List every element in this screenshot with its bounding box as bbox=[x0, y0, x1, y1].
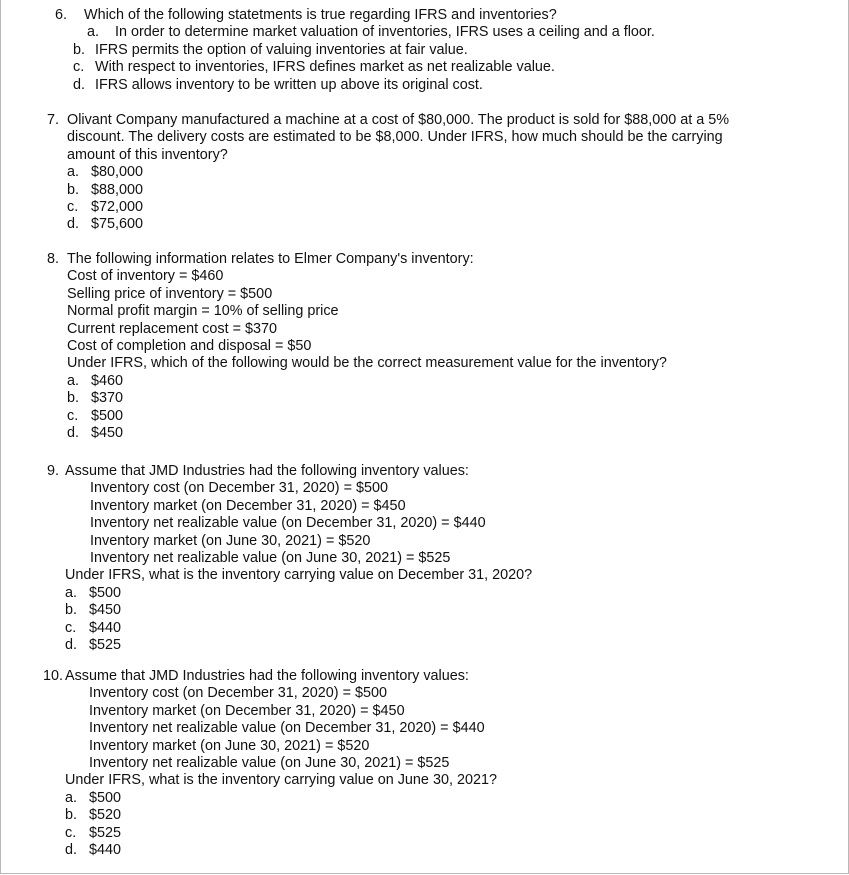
option-letter: d. bbox=[73, 76, 86, 93]
option-text: $525 bbox=[89, 824, 122, 841]
detail-line: Cost of completion and disposal = $50 bbox=[67, 338, 312, 355]
option-a bbox=[0, 373, 849, 390]
option-letter: d. bbox=[65, 842, 78, 859]
option-a bbox=[0, 585, 849, 602]
question-prompt: Under IFRS, what is the inventory carrying value on December 31, 2020? bbox=[65, 567, 533, 584]
question-stem: Olivant Company manufactured a machine at a cost of $80,000. The product is sold for $88,000 at a 5% bbox=[67, 112, 730, 128]
option-text: $440 bbox=[89, 619, 122, 636]
option-text: $520 bbox=[89, 807, 122, 824]
option-d bbox=[0, 216, 849, 233]
option-letter: b. bbox=[65, 807, 78, 824]
option-d bbox=[0, 77, 849, 94]
question-stem: discount. The delivery costs are estimated to be $8,000. Under IFRS, how much should be the carrying bbox=[67, 129, 723, 146]
option-letter: c. bbox=[65, 619, 77, 636]
option-letter: a. bbox=[67, 164, 80, 181]
option-text: $500 bbox=[91, 407, 124, 424]
detail-line: Inventory market (on December 31, 2020) = $450 bbox=[89, 702, 405, 719]
option-letter: c. bbox=[73, 59, 85, 76]
question-number: 9. bbox=[47, 463, 60, 479]
option-text: $72,000 bbox=[91, 199, 144, 216]
question-6 bbox=[0, 7, 849, 94]
detail-line: Selling price of inventory = $500 bbox=[67, 285, 273, 302]
question-stem: The following information relates to Elmer Company's inventory: bbox=[67, 251, 474, 267]
question-7 bbox=[0, 112, 849, 234]
option-c bbox=[0, 199, 849, 216]
option-letter: a. bbox=[67, 372, 80, 389]
option-letter: c. bbox=[67, 199, 79, 216]
question-prompt: Under IFRS, what is the inventory carrying value on June 30, 2021? bbox=[65, 772, 497, 789]
option-letter: b. bbox=[67, 390, 80, 407]
option-text: $440 bbox=[89, 842, 122, 859]
question-stem: Which of the following statetments is true regarding IFRS and inventories? bbox=[84, 7, 557, 23]
option-letter: a. bbox=[87, 24, 100, 41]
detail-line: Current replacement cost = $370 bbox=[67, 320, 277, 337]
option-b bbox=[0, 807, 849, 824]
option-a bbox=[0, 790, 849, 807]
option-letter: c. bbox=[67, 407, 79, 424]
option-d bbox=[0, 842, 849, 859]
option-b bbox=[0, 182, 849, 199]
option-text: IFRS permits the option of valuing inventories at fair value. bbox=[95, 41, 468, 58]
option-letter: b. bbox=[65, 602, 78, 619]
detail-line: Inventory net realizable value (on December 31, 2020) = $440 bbox=[90, 515, 486, 532]
option-text: $370 bbox=[91, 390, 124, 407]
option-text: $450 bbox=[89, 602, 122, 619]
option-a bbox=[0, 164, 849, 181]
option-c bbox=[0, 59, 849, 76]
question-10 bbox=[0, 668, 849, 859]
option-letter: d. bbox=[67, 216, 80, 233]
detail-line: Normal profit margin = 10% of selling price bbox=[67, 303, 339, 320]
detail-line: Inventory net realizable value (on December 31, 2020) = $440 bbox=[89, 720, 485, 737]
option-text: In order to determine market valuation of inventories, IFRS uses a ceiling and a floor. bbox=[115, 24, 655, 41]
question-9 bbox=[0, 463, 849, 654]
detail-line: Inventory market (on June 30, 2021) = $520 bbox=[89, 737, 370, 754]
option-text: With respect to inventories, IFRS defines market as net realizable value. bbox=[95, 59, 555, 76]
option-text: $500 bbox=[89, 789, 122, 806]
option-text: IFRS allows inventory to be written up above its original cost. bbox=[95, 76, 483, 93]
option-b bbox=[0, 602, 849, 619]
option-text: $75,600 bbox=[91, 216, 144, 233]
option-letter: d. bbox=[67, 425, 80, 442]
question-stem: Assume that JMD Industries had the following inventory values: bbox=[65, 463, 469, 479]
question-stem: Assume that JMD Industries had the following inventory values: bbox=[65, 668, 469, 684]
option-text: $88,000 bbox=[91, 181, 144, 198]
option-c bbox=[0, 620, 849, 637]
option-b bbox=[0, 42, 849, 59]
option-b bbox=[0, 390, 849, 407]
option-c bbox=[0, 825, 849, 842]
option-text: $525 bbox=[89, 637, 122, 654]
option-c bbox=[0, 408, 849, 425]
detail-line: Inventory net realizable value (on June 30, 2021) = $525 bbox=[90, 550, 451, 567]
option-letter: a. bbox=[65, 789, 78, 806]
option-d bbox=[0, 425, 849, 442]
detail-line: Inventory cost (on December 31, 2020) = $500 bbox=[89, 685, 387, 702]
detail-line: Inventory cost (on December 31, 2020) = $500 bbox=[90, 480, 388, 497]
question-number: 10. bbox=[43, 668, 64, 684]
question-stem: amount of this inventory? bbox=[67, 146, 228, 163]
detail-line: Cost of inventory = $460 bbox=[67, 268, 224, 285]
option-text: $460 bbox=[91, 372, 124, 389]
option-a bbox=[0, 24, 849, 41]
option-text: $450 bbox=[91, 425, 124, 442]
detail-line: Inventory market (on June 30, 2021) = $520 bbox=[90, 532, 371, 549]
option-letter: b. bbox=[73, 41, 86, 58]
question-number: 8. bbox=[47, 251, 60, 267]
question-prompt: Under IFRS, which of the following would be the correct measurement value for the inventory? bbox=[67, 355, 667, 372]
option-text: $80,000 bbox=[91, 164, 144, 181]
detail-line: Inventory market (on December 31, 2020) = $450 bbox=[90, 497, 406, 514]
question-number: 7. bbox=[47, 112, 60, 128]
option-letter: b. bbox=[67, 181, 80, 198]
detail-line: Inventory net realizable value (on June 30, 2021) = $525 bbox=[89, 755, 450, 772]
option-letter: d. bbox=[65, 637, 78, 654]
option-letter: a. bbox=[65, 584, 78, 601]
option-text: $500 bbox=[89, 584, 122, 601]
option-d bbox=[0, 637, 849, 654]
option-letter: c. bbox=[65, 824, 77, 841]
question-number: 6. bbox=[55, 7, 68, 23]
question-8 bbox=[0, 251, 849, 442]
